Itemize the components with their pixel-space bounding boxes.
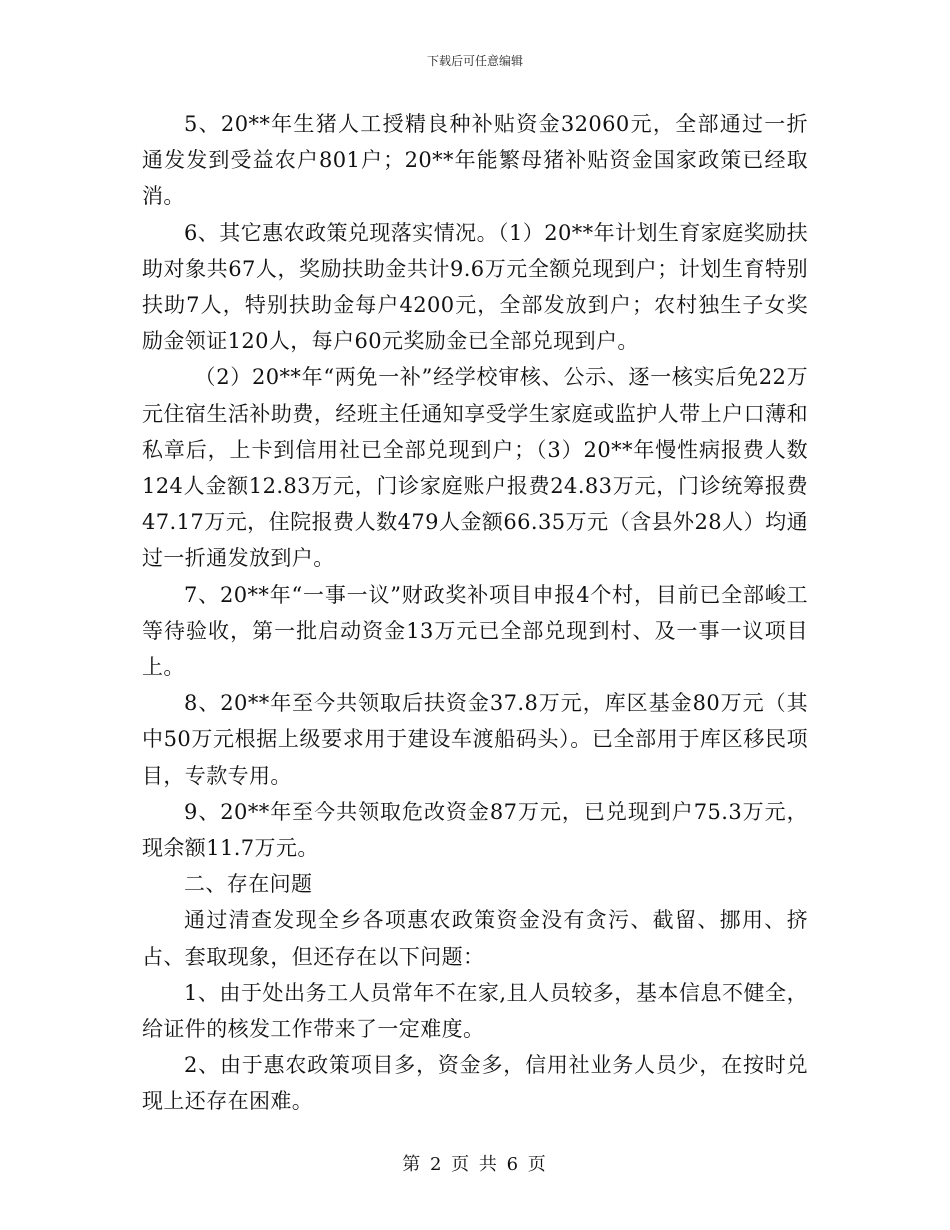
section-heading-problems: 二、存在问题 xyxy=(184,872,313,897)
paragraph-item-7: 7、20**年“一事一议”财政奖补项目申报4个村，目前已全部峻工等待验收，第一批启动资金13万元已全部兑现到村、及一事一议项目上。 xyxy=(142,582,808,680)
page-number: 第 2 页 共 6 页 xyxy=(402,1154,548,1175)
paragraph-item-6-2: （2）20**年“两免一补”经学校审核、公示、逐一核实后免22万元住宿生活补助费，经班主任通知享受学生家庭或监护人带上户口薄和私章后，上卡到信用社已全部兑现到户；（3）20**年慢性病报费人数124人金额12.83万元，门诊家庭账户报费24.83万元，门诊统筹报费47.17万元，住院报费人数479人金额66.35万元（含县外28人）均通过一折通发放到户。 xyxy=(142,365,808,571)
paragraph-problem-1: 1、由于处出务工人员常年不在家,且人员较多，基本信息不健全，给证件的核发工作带来了一定难度。 xyxy=(142,980,808,1042)
paragraph-problems-intro: 通过清查发现全乡各项惠农政策资金没有贪污、截留、挪用、挤占、套取现象，但还存在以下问题： xyxy=(142,908,808,969)
document-body xyxy=(142,106,808,1120)
paragraph-item-6: 6、其它惠农政策兑现落实情况。（1）20**年计划生育家庭奖励扶助对象共67人，奖励扶助金共计9.6万元全额兑现到户；计划生育特别扶助7人，特别扶助金每户4200元，全部发放到户；农村独生子女奖励金领证120人，每户60元奖励金已全部兑现到户。 xyxy=(142,220,808,354)
paragraph-item-5: 5、20**年生猪人工授精良种补贴资金32060元，全部通过一折通发发到受益农户801户；20**年能繁母猪补贴资金国家政策已经取消。 xyxy=(142,112,808,209)
page-header: 下载后可任意编辑 xyxy=(426,54,523,68)
paragraph-item-8: 8、20**年至今共领取后扶资金37.8万元，库区基金80万元（其中50万元根据上级要求用于建设车渡船码头）。已全部用于库区移民项目，专款专用。 xyxy=(142,691,808,788)
paragraph-problem-2: 2、由于惠农政策项目多，资金多，信用社业务人员少，在按时兑现上还存在困难。 xyxy=(142,1053,808,1114)
paragraph-item-9: 9、20**年至今共领取危改资金87万元，已兑现到户75.3万元，现余额11.7万元。 xyxy=(142,799,808,861)
